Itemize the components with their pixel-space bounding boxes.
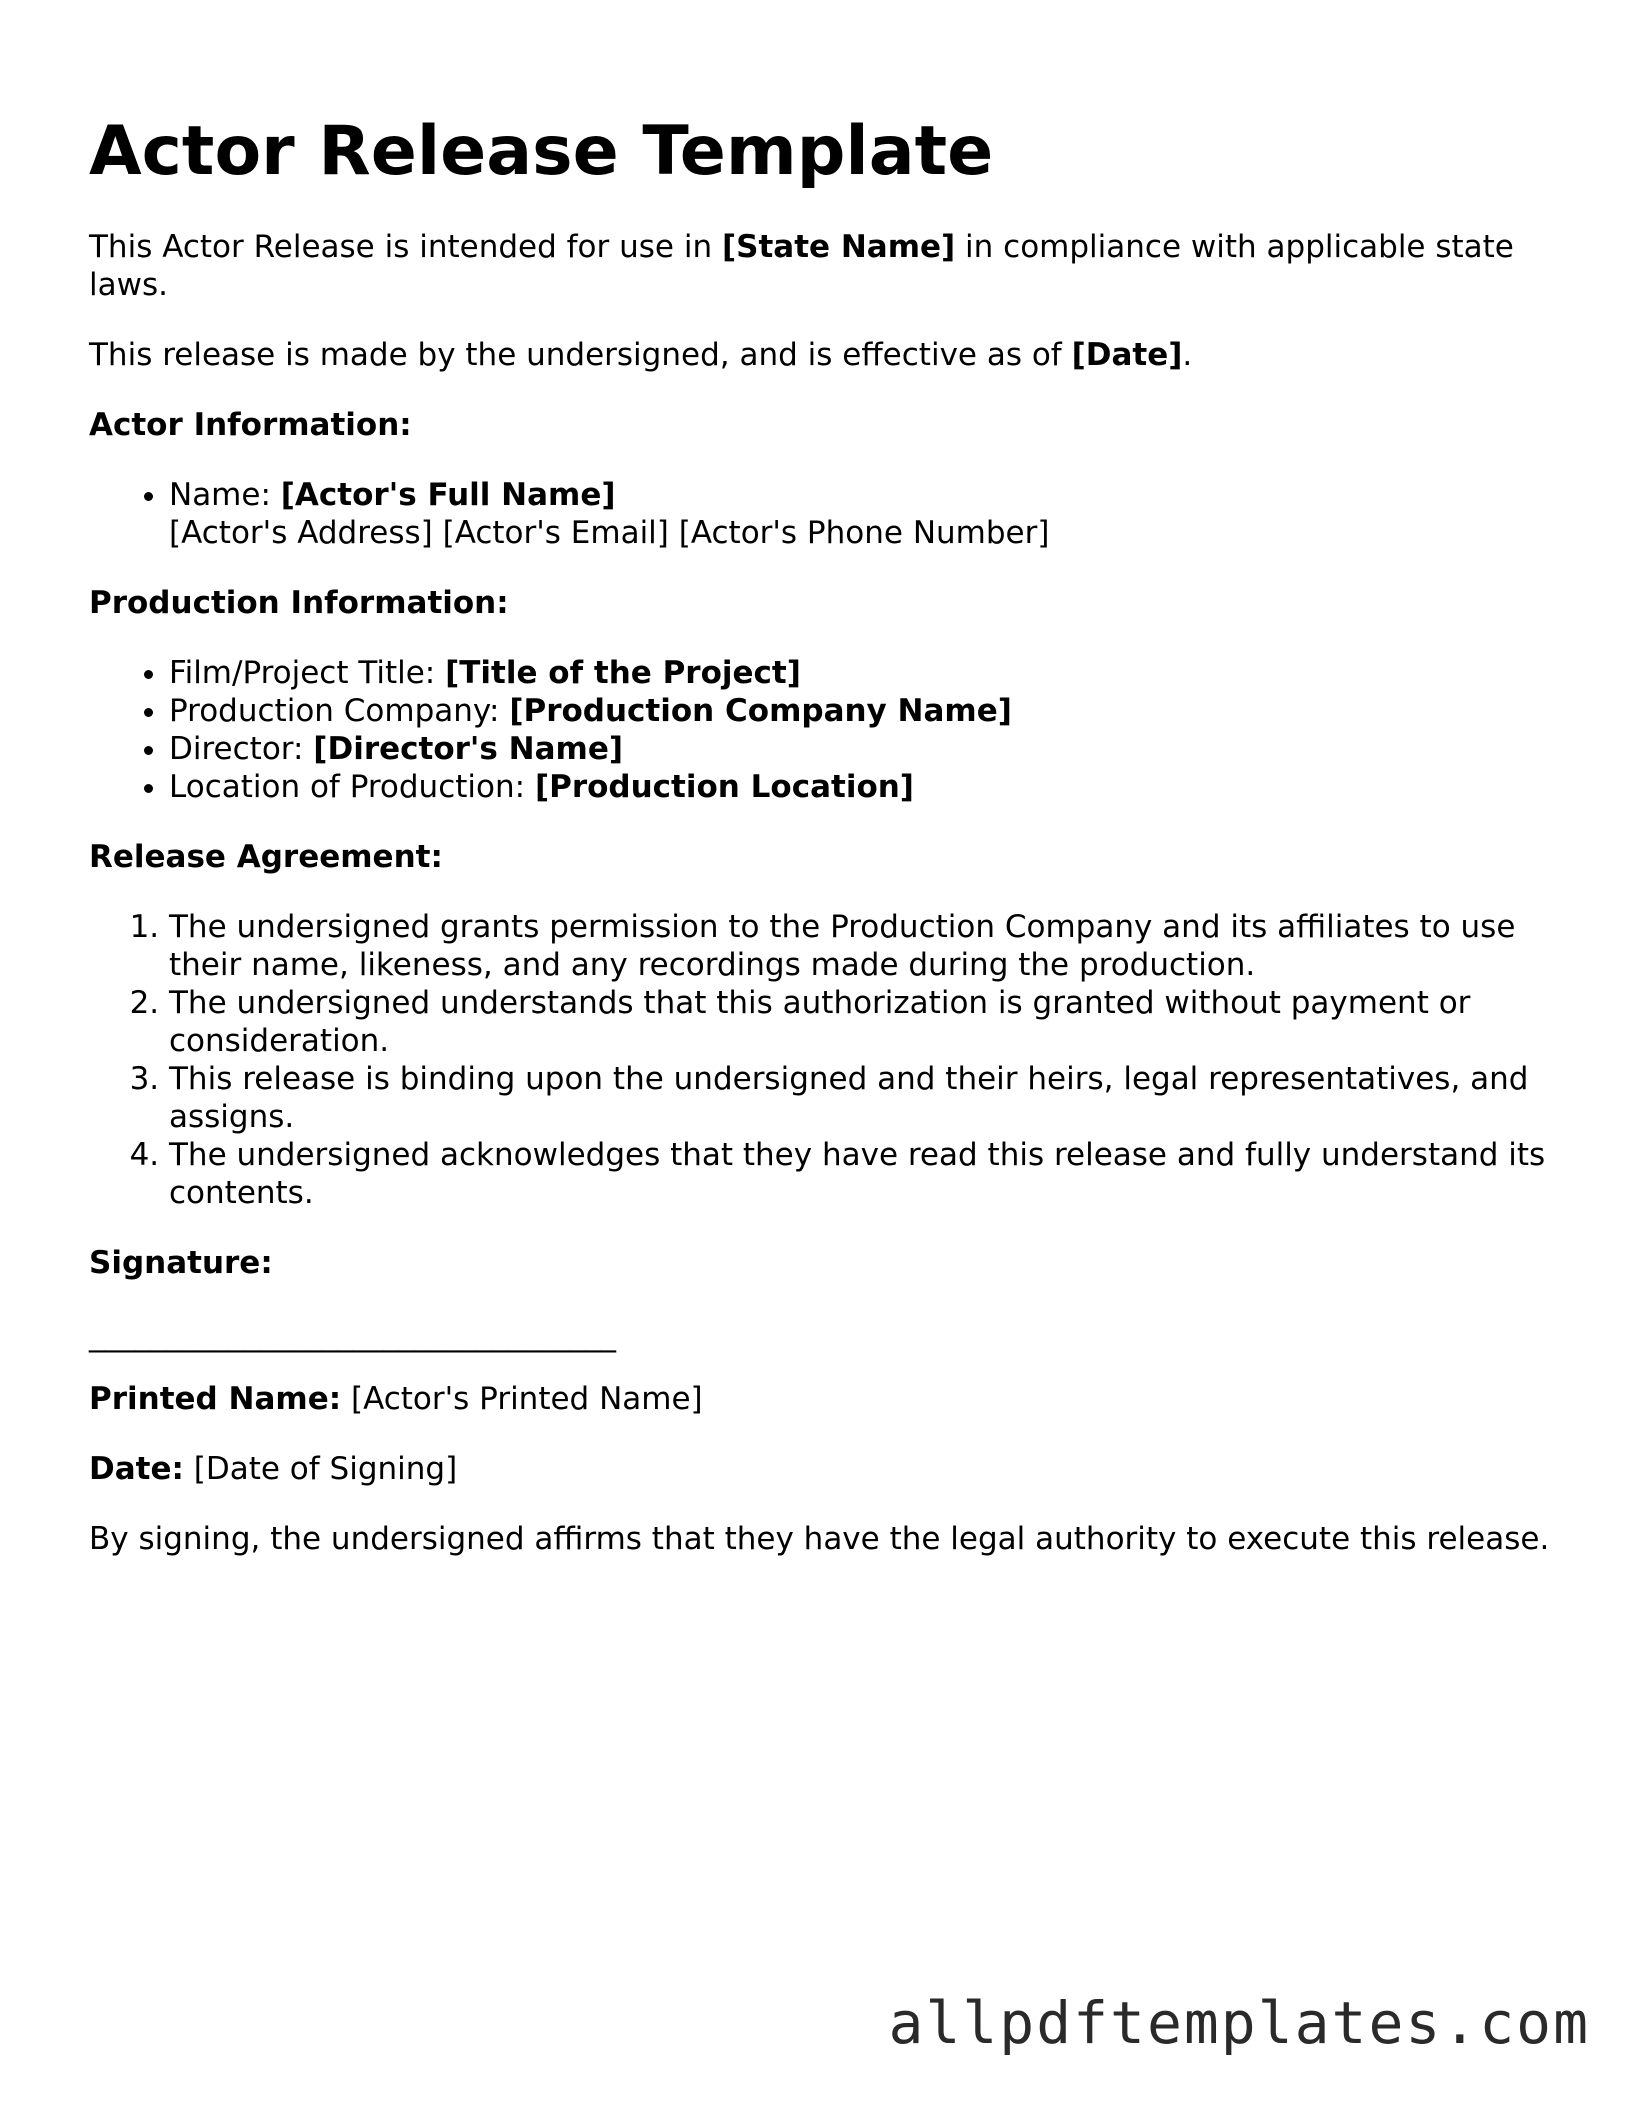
release-agreement-list xyxy=(89,908,1559,1212)
actor-name-label: Name: xyxy=(169,477,281,513)
production-item-label: Location of Production: xyxy=(169,769,535,805)
production-item-value: [Title of the Project] xyxy=(445,655,801,691)
list-item: 2. The undersigned understands that this authorization is granted without payment or consideration. xyxy=(169,984,1559,1060)
production-item-value: [Director's Name] xyxy=(313,731,624,767)
actor-name-placeholder: [Actor's Full Name] xyxy=(280,477,616,513)
signature-line: __________________________________ xyxy=(89,1317,616,1353)
production-item-value: [Production Company Name] xyxy=(509,693,1012,729)
printed-name-line xyxy=(89,1380,1559,1418)
list-item xyxy=(169,692,1559,730)
printed-name-placeholder: [Actor's Printed Name] xyxy=(341,1381,703,1417)
printed-name-label: Printed Name: xyxy=(89,1381,342,1417)
list-item xyxy=(169,730,1559,768)
list-item xyxy=(169,768,1559,806)
intro-state-text-before: This Actor Release is intended for use in xyxy=(89,229,722,265)
production-information-heading: Production Information: xyxy=(89,585,509,621)
intro-paragraph-effective-date xyxy=(89,336,1559,374)
intro-date-text-before: This release is made by the undersigned, and is effective as of xyxy=(89,337,1072,373)
production-item-label: Director: xyxy=(169,731,314,767)
production-information-list xyxy=(89,654,1559,806)
document-title: Actor Release Template xyxy=(89,112,994,191)
signing-date-line xyxy=(89,1450,1559,1488)
signature-heading: Signature: xyxy=(89,1245,273,1281)
list-item: 4. The undersigned acknowledges that they have read this release and fully understand its contents. xyxy=(169,1136,1559,1212)
actor-information-heading: Actor Information: xyxy=(89,407,412,443)
actor-contact-line: [Actor's Address] [Actor's Email] [Actor's Phone Number] xyxy=(169,515,1050,551)
signing-date-label: Date: xyxy=(89,1451,184,1487)
list-item xyxy=(169,654,1559,692)
intro-date-text-after: . xyxy=(1182,337,1193,373)
document-page xyxy=(89,112,1559,1590)
production-item-value: [Production Location] xyxy=(534,769,914,805)
release-agreement-heading: Release Agreement: xyxy=(89,839,443,875)
date-placeholder: [Date] xyxy=(1071,337,1183,373)
state-name-placeholder: [State Name] xyxy=(721,229,956,265)
closing-statement: By signing, the undersigned affirms that they have the legal authority to execute this release. xyxy=(89,1521,1550,1557)
production-item-label: Film/Project Title: xyxy=(169,655,446,691)
intro-paragraph-state xyxy=(89,228,1559,304)
list-item: 1. The undersigned grants permission to the Production Company and its affiliates to use their name, likeness, and any recordings made during the production. xyxy=(169,908,1559,984)
list-item: 3. This release is binding upon the undersigned and their heirs, legal representatives, and assigns. xyxy=(169,1060,1559,1136)
intro-state-text-after: in compliance with applicable state laws. xyxy=(89,229,1514,303)
actor-information-list xyxy=(89,476,1559,552)
signing-date-placeholder: [Date of Signing] xyxy=(183,1451,458,1487)
site-watermark: allpdftemplates.com xyxy=(888,1989,1590,2057)
production-item-label: Production Company: xyxy=(169,693,510,729)
list-item xyxy=(169,476,1559,552)
